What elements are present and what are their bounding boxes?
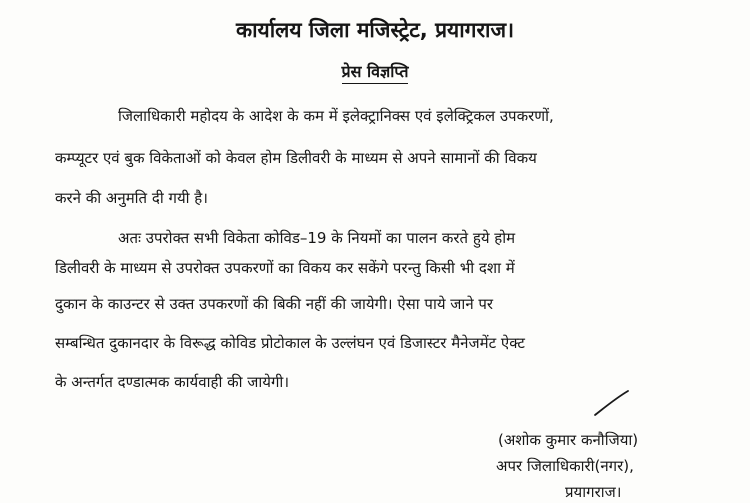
paragraph-1-line-3: करने की अनुमति दी गयी है।: [55, 189, 208, 207]
paragraph-1-line-1: जिलाधिकारी महोदय के आदेश के कम में इलेक्ट्रानिक्स एवं इलेक्ट्रिकल उपकरणों,: [118, 107, 554, 125]
paragraph-1-line-2: कम्प्यूटर एवं बुक विकेताओं को केवल होम डिलीवरी के माध्यम से अपने सामानों की विकय: [55, 149, 537, 167]
paragraph-2-line-1: अतः उपरोक्त सभी विकेता कोविड–19 के नियमों का पालन करते हुये होम: [118, 229, 516, 247]
paragraph-2-line-3: दुकान के काउन्टर से उक्त उपकरणों की बिकी नहीं की जायेगी। ऐसा पाये जाने पर: [55, 295, 494, 313]
signature-mark: [592, 388, 632, 418]
signatory-place: प्रयागराज।: [565, 483, 622, 501]
paragraph-2-line-5: के अन्तर्गत दण्डात्मक कार्यवाही की जायेगी।: [55, 373, 290, 391]
signatory-name: (अशोक कुमार कनौजिया): [498, 431, 639, 449]
signatory-designation: अपर जिलाधिकारी(नगर),: [496, 457, 634, 475]
paragraph-2-line-2: डिलीवरी के माध्यम से उपरोक्त उपकरणों का विकय कर सकेंगे परन्तु किसी भी दशा में: [55, 259, 515, 277]
press-release-heading: [0, 60, 750, 82]
paragraph-2-line-4: सम्बन्धित दुकानदार के विरूद्ध कोविड प्रोटोकाल के उल्लंघन एवं डिजास्टर मैनेजमेंट ऐक्ट: [55, 334, 525, 352]
office-title: कार्यालय जिला मजिस्ट्रेट, प्रयागराज।: [235, 18, 515, 42]
press-release-label: प्रेस विज्ञप्ति: [342, 62, 409, 84]
